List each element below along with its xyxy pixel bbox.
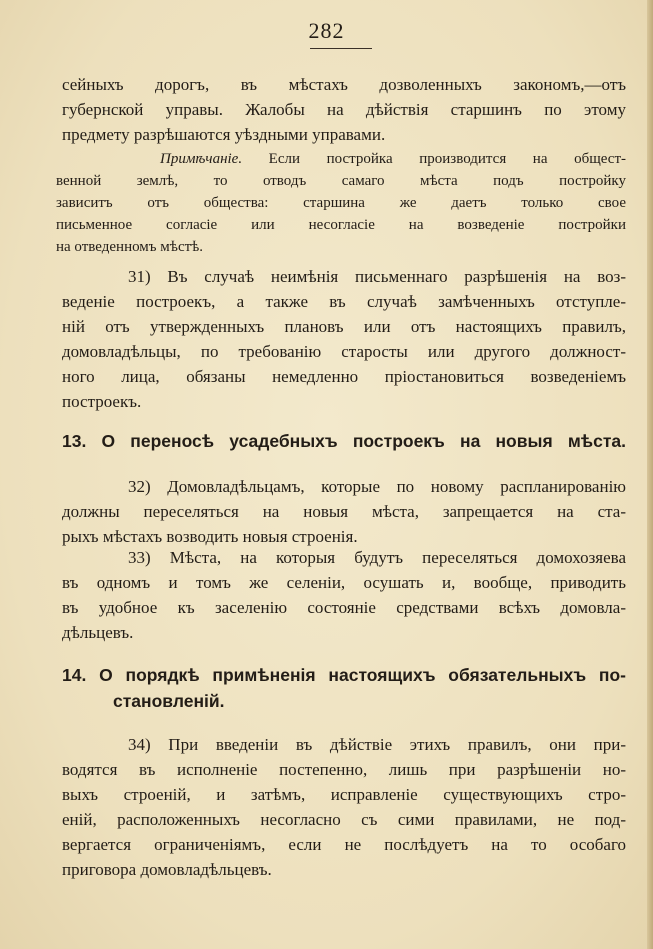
note-text: Если постройка производится на общест-	[242, 151, 626, 167]
text-line: письменное согласіе или несогласіе на возведеніе постройки	[56, 217, 626, 233]
note-paragraph	[56, 148, 626, 258]
text-line: водятся въ исполненіе постепенно, лишь при разрѣшеніи но-	[62, 760, 626, 779]
text-line: зависитъ отъ общества: старшина же даетъ только свое	[56, 195, 626, 211]
text-line: венной землѣ, то отводъ самаго мѣста подъ постройку	[56, 173, 626, 189]
text-line: 32) Домовладѣльцамъ, которые по новому распланированію	[128, 477, 626, 496]
paragraph-32	[62, 474, 626, 549]
text-line: построекъ.	[62, 392, 142, 411]
text-line: ній отъ утвержденныхъ плановъ или отъ настоящихъ правилъ,	[62, 317, 626, 336]
page-number-rule	[310, 48, 372, 49]
text-line: ного лица, обязаны немедленно пріостановиться возведеніемъ	[62, 367, 626, 386]
text-line: вергается ограниченіямъ, если не послѣдуетъ на то особаго	[62, 835, 626, 854]
continuation-paragraph	[62, 72, 626, 147]
text-line: въ удобное къ заселенію состояніе средствами всѣхъ домовла-	[62, 598, 626, 617]
paragraph-34	[62, 732, 626, 882]
page-edge	[647, 0, 653, 949]
text-line: домовладѣльцы, по требованію старосты или другого должност-	[62, 342, 626, 361]
text-line: 33) Мѣста, на которыя будутъ переселяться домохозяева	[128, 548, 626, 567]
text-line: выхъ строеній, и затѣмъ, исправленіе существующихъ стро-	[62, 785, 626, 804]
text-line: губернской управы. Жалобы на дѣйствія старшинъ по этому	[62, 100, 626, 119]
text-line: сейныхъ дорогъ, въ мѣстахъ дозволенныхъ закономъ,—отъ	[62, 75, 626, 94]
section-heading-13: 13. О переносѣ усадебныхъ построекъ на новыя мѣста.	[62, 431, 626, 451]
note-label: Примѣчаніе.	[160, 151, 243, 167]
paragraph-31	[62, 264, 626, 414]
text-line: веденіе построекъ, а также въ случаѣ замѣченныхъ отступле-	[62, 292, 626, 311]
paragraph-33	[62, 545, 626, 645]
section-heading-14: 14. О порядкѣ примѣненія настоящихъ обязательныхъ по-	[62, 665, 626, 685]
text-line: 34) При введеніи въ дѣйствіе этихъ правилъ, они при-	[128, 735, 626, 754]
text-line: предмету разрѣшаются уѣздными управами.	[62, 125, 386, 144]
text-line: 31) Въ случаѣ неимѣнія письменнаго разрѣшенія на воз-	[128, 267, 626, 286]
section-heading-14-cont: становленій.	[113, 691, 225, 711]
text-line: въ одномъ и томъ же селеніи, осушать и, вообще, приводить	[62, 573, 626, 592]
note-first-line	[118, 148, 626, 170]
page-number: 282	[308, 18, 345, 43]
text-line: рыхъ мѣстахъ возводить новыя строенія.	[62, 527, 358, 546]
text-line: на отведенномъ мѣстѣ.	[56, 239, 204, 255]
text-line: дѣльцевъ.	[62, 623, 134, 642]
text-line: должны переселяться на новыя мѣста, запрещается на ста-	[62, 502, 626, 521]
text-line: приговора домовладѣльцевъ.	[62, 860, 272, 879]
text-line: еній, расположенныхъ несогласно съ сими правилами, не под-	[62, 810, 626, 829]
